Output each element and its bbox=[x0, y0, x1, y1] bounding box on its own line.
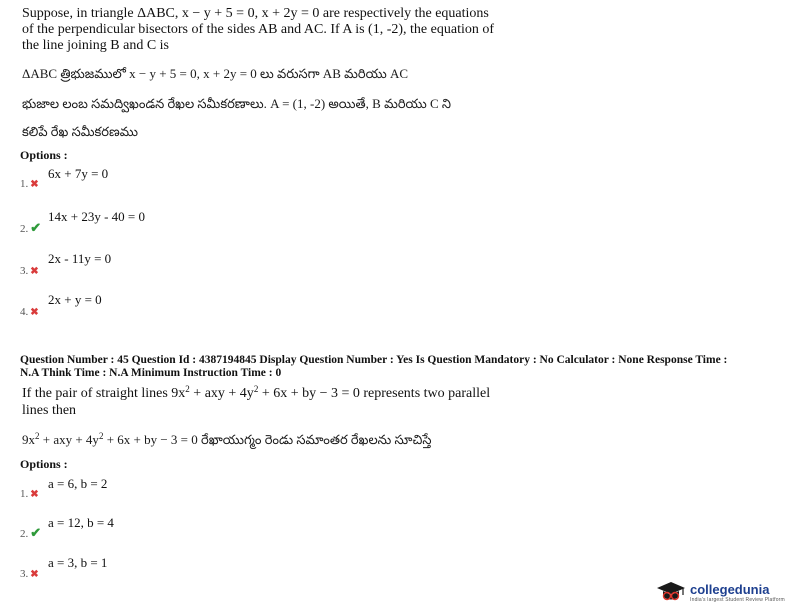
collegedunia-logo bbox=[656, 579, 786, 607]
q2-option-2[interactable] bbox=[20, 524, 41, 542]
wrong-icon: ✖ bbox=[30, 179, 39, 190]
q1-option-1[interactable] bbox=[20, 174, 39, 192]
q2-meta-line-1: Question Number : 45 Question Id : 4387194845 Display Question Number : Yes Is Question Mandatory : No Calculator : None Response Time : bbox=[20, 354, 728, 366]
q2-text-part: + 6x + by − 3 = 0 represents two parallel bbox=[258, 386, 491, 401]
q2-meta-line-2: N.A Think Time : N.A Minimum Instruction Time : 0 bbox=[20, 367, 282, 379]
correct-check-icon: ✔ bbox=[30, 220, 42, 235]
wrong-icon: ✖ bbox=[30, 569, 39, 580]
q1-text-line-1: Suppose, in triangle ΔABC, x − y + 5 = 0, x + 2y = 0 are respectively the equations bbox=[22, 6, 489, 21]
wrong-icon: ✖ bbox=[30, 307, 39, 318]
option-number: 4. bbox=[20, 306, 29, 318]
logo-tagline: India's largest Student Review Platform bbox=[690, 597, 785, 603]
logo-brand-text: collegedunia bbox=[690, 582, 770, 597]
q2-option-1[interactable] bbox=[20, 484, 39, 502]
q1-text-line-2: of the perpendicular bisectors of the sides AB and AC. If A is (1, -2), the equation of bbox=[22, 22, 495, 37]
q1-option-4-text: 2x + y = 0 bbox=[48, 292, 102, 307]
option-number: 1. bbox=[20, 488, 29, 500]
option-number: 2. bbox=[20, 223, 29, 235]
q2-telugu-part: + axy + 4y bbox=[39, 432, 99, 447]
exponent: 2 bbox=[253, 384, 259, 394]
q2-text-line-1 bbox=[22, 385, 490, 402]
q2-text-part: If the pair of straight lines 9x bbox=[22, 386, 186, 401]
q1-telugu-line-1: ΔABC త్రిభుజములో x − y + 5 = 0, x + 2y = 0 లు వరుసగా AB మరియు AC bbox=[22, 66, 409, 81]
option-number: 2. bbox=[20, 528, 29, 540]
q1-telugu-line-3: కలిపే రేఖ సమీకరణము bbox=[22, 124, 138, 139]
exponent: 2 bbox=[35, 431, 40, 441]
option-number: 3. bbox=[20, 265, 29, 277]
q2-options-label: Options : bbox=[20, 457, 68, 471]
q2-telugu-part: 9x bbox=[22, 432, 35, 447]
q2-option-3-text: a = 3, b = 1 bbox=[48, 555, 108, 570]
q1-option-3[interactable] bbox=[20, 261, 39, 279]
q1-option-2-text: 14x + 23y - 40 = 0 bbox=[48, 209, 145, 224]
wrong-icon: ✖ bbox=[30, 489, 39, 500]
q1-option-3-text: 2x - 11y = 0 bbox=[48, 251, 112, 266]
q2-text-part: + axy + 4y bbox=[189, 386, 254, 401]
option-number: 1. bbox=[20, 178, 29, 190]
q1-option-2[interactable] bbox=[20, 219, 41, 237]
wrong-icon: ✖ bbox=[30, 266, 39, 277]
exponent: 2 bbox=[185, 384, 190, 394]
exponent: 2 bbox=[98, 431, 104, 441]
q2-option-1-text: a = 6, b = 2 bbox=[48, 476, 108, 491]
q2-text-line-2: lines then bbox=[22, 403, 77, 418]
option-number: 3. bbox=[20, 568, 29, 580]
correct-check-icon: ✔ bbox=[30, 525, 42, 540]
q2-telugu-line bbox=[22, 431, 431, 448]
q2-telugu-part: + 6x + by − 3 = 0 రేఖాయుగ్మం రెండు సమాంతర రేఖలను సూచిస్తే bbox=[103, 432, 432, 447]
q2-option-2-text: a = 12, b = 4 bbox=[48, 515, 114, 530]
graduation-cap-icon bbox=[656, 579, 686, 605]
q2-option-3[interactable] bbox=[20, 564, 39, 582]
q1-options-label: Options : bbox=[20, 148, 68, 162]
q1-telugu-line-2: భుజాల లంబ సమద్విఖండన రేఖల సమీకరణాలు. A = (1, -2) అయితే, B మరియు C ని bbox=[22, 96, 452, 111]
q1-text-line-3: the line joining B and C is bbox=[22, 38, 169, 53]
q1-option-4[interactable] bbox=[20, 302, 39, 320]
q1-option-1-text: 6x + 7y = 0 bbox=[48, 166, 109, 181]
